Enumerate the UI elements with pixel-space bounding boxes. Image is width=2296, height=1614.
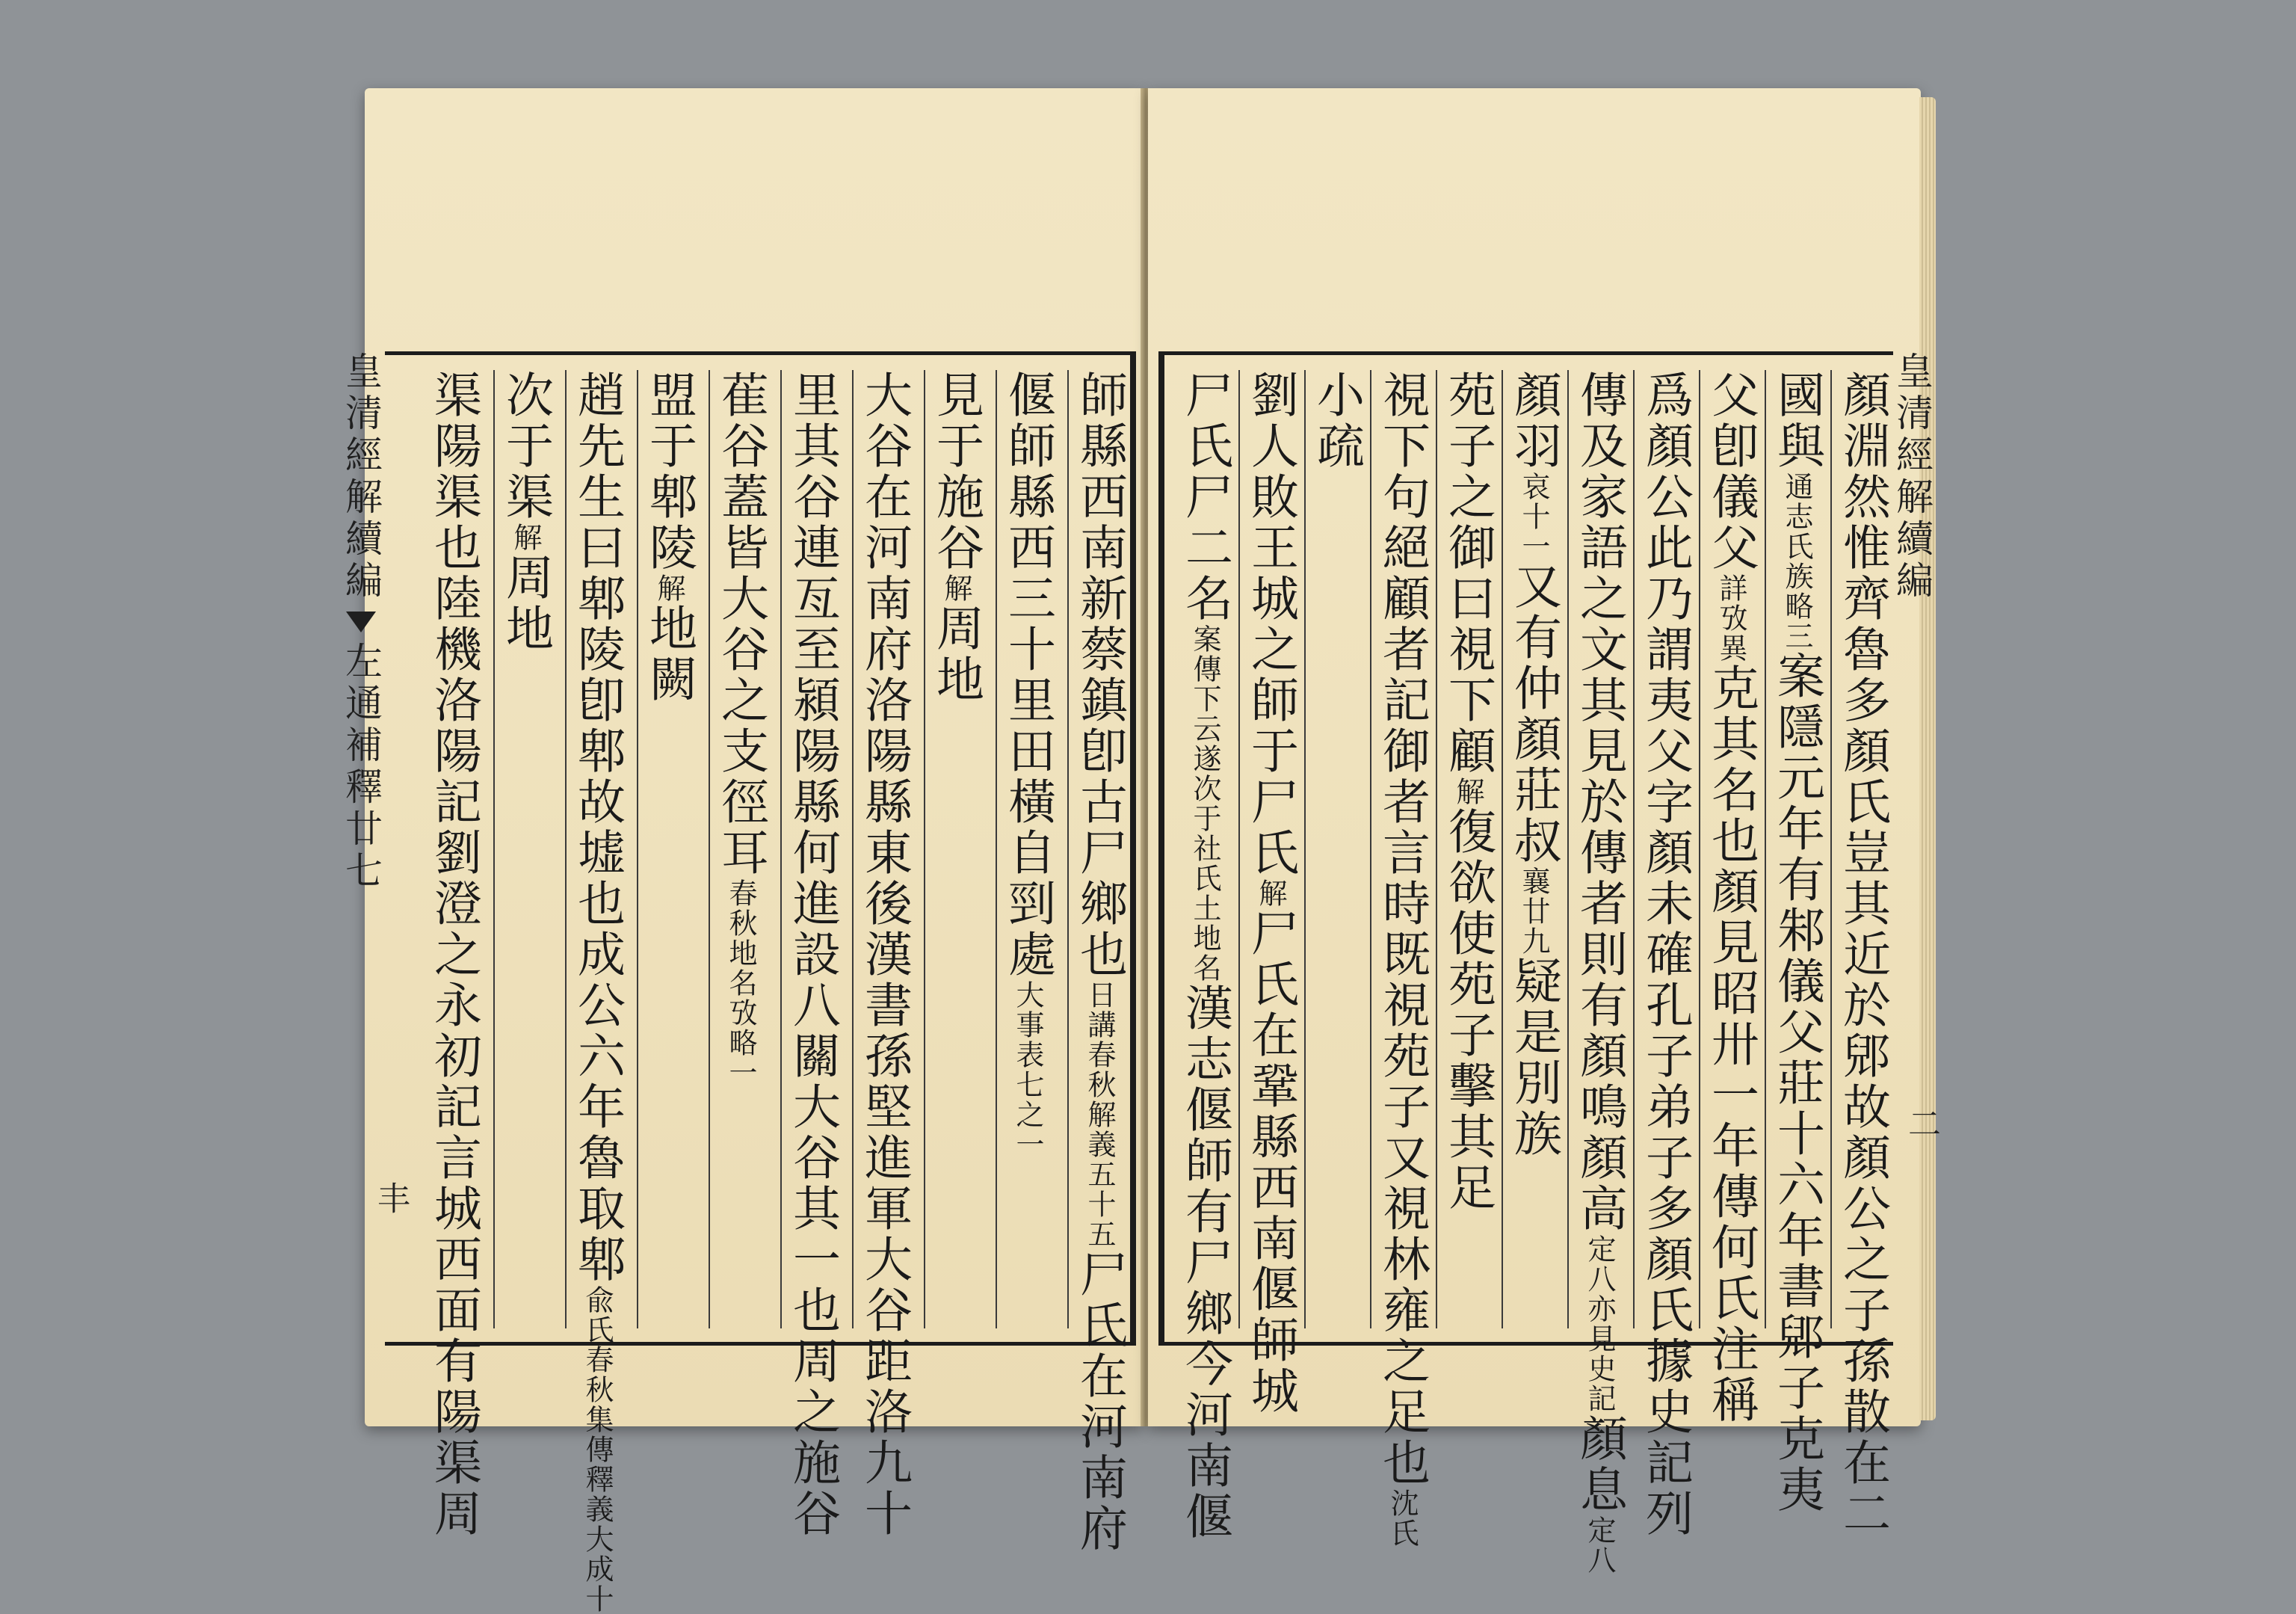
col-text: 周地 <box>498 552 553 654</box>
col-text: 渠陽渠也陸機洛陽記劉澄之永初記言城西面有陽渠周 <box>426 370 481 1539</box>
col-note: 哀十一 <box>1517 472 1550 561</box>
col-text: 見于施谷 <box>928 370 984 573</box>
right-col-9 <box>1304 370 1367 1328</box>
left-col-5 <box>780 370 843 1539</box>
right-margin-title: 皇清經解續編 <box>1890 351 1934 603</box>
col-note: 大事表七之一 <box>1011 980 1044 1159</box>
right-col-10 <box>1238 370 1301 1417</box>
left-col-7 <box>637 370 700 1328</box>
left-col-9 <box>493 370 556 1328</box>
right-col-8 <box>1370 370 1433 1548</box>
col-note: 解 <box>1254 878 1287 908</box>
col-text: 周地 <box>928 603 984 705</box>
col-note: 解 <box>652 573 685 603</box>
left-col-6 <box>709 370 771 1328</box>
col-text: 尸氏在河南府 <box>1072 1249 1127 1554</box>
left-col-10 <box>423 370 484 1539</box>
col-text: 地闕 <box>641 603 697 705</box>
col-text: 復欲使苑子擊其足 <box>1440 807 1496 1213</box>
col-text: 傳及家語之文其見於傳者則有顏鳴顏高 <box>1572 370 1627 1234</box>
right-folio: 二 <box>1902 1106 1940 1139</box>
col-text: 偃師縣西三十里田橫自剄處 <box>1000 370 1055 980</box>
col-text: 趙先生曰郫陵卽郫故墟也成公六年魯取郫 <box>570 370 625 1285</box>
col-note: 解 <box>1451 777 1484 807</box>
col-note: 定八 <box>1583 1515 1616 1575</box>
col-note: 詳攷異 <box>1715 573 1747 663</box>
right-col-5 <box>1567 370 1630 1575</box>
right-col-1 <box>1830 370 1893 1539</box>
col-text: 里其谷連亙至潁陽縣何進設八關大谷其一也周之施谷 <box>785 370 840 1539</box>
col-note: 兪氏春秋集傳釋義大成十 <box>581 1285 614 1614</box>
right-col-4 <box>1633 370 1696 1539</box>
right-margin-column <box>1891 351 1933 1338</box>
col-note: 解 <box>939 573 972 603</box>
col-text: 顏息 <box>1572 1414 1627 1515</box>
col-note: 案傳下云遂次于社氏土地名 <box>1188 624 1221 983</box>
col-text: 爲顏公此乃謂夷父字顏未確孔子弟子多顏氏據史記列 <box>1638 370 1693 1539</box>
col-text: 萑谷蓋皆大谷之支徑耳 <box>713 370 768 878</box>
right-col-6 <box>1502 370 1564 1328</box>
col-text: 克其名也顏見昭卅一年傳何氏注稱 <box>1703 663 1759 1426</box>
col-note: 沈氏 <box>1386 1488 1419 1548</box>
col-text: 尸氏尸二名 <box>1177 370 1232 624</box>
col-note: 襄廿九 <box>1517 866 1550 956</box>
fish-tail-icon <box>346 612 376 632</box>
col-text: 顏羽 <box>1506 370 1561 472</box>
left-col-1 <box>1067 370 1130 1554</box>
col-note: 日講春秋解義五十五 <box>1083 980 1116 1249</box>
col-text: 又有仲顏莊叔 <box>1506 561 1561 866</box>
right-text-frame <box>1158 351 1893 1575</box>
left-col-8 <box>565 370 628 1614</box>
col-text: 劉人敗王城之師于尸氏 <box>1243 370 1298 878</box>
col-text: 顏淵然惟齊魯多顏氏豈其近於郳故顏公之子孫散在二 <box>1835 370 1890 1539</box>
left-margin-section: 左通補釋廿七 <box>339 641 383 893</box>
col-text: 大谷在河南府洛陽縣東後漢書孫堅進軍大谷距洛九十 <box>857 370 912 1539</box>
left-col-2 <box>996 370 1058 1328</box>
col-text: 國與 <box>1769 370 1824 472</box>
col-note: 通志氏族略三 <box>1780 472 1813 651</box>
col-text: 疑是別族 <box>1506 956 1561 1159</box>
right-col-11 <box>1174 370 1235 1542</box>
left-margin-title: 皇清經解續編 <box>339 351 383 603</box>
col-text: 苑子之御曰視下顧 <box>1440 370 1496 777</box>
col-text: 視下句絕顧者記御者言時既視苑子又視林雍之足也 <box>1374 370 1430 1488</box>
right-col-2 <box>1765 370 1827 1515</box>
col-text: 盟于郫陵 <box>641 370 697 573</box>
left-col-3 <box>924 370 987 1328</box>
col-note: 春秋地名攷略一 <box>724 878 757 1088</box>
col-text: 漢志偃師有尸鄉今河南偃 <box>1177 983 1232 1542</box>
col-text: 尸氏在鞏縣西南偃師城 <box>1243 908 1298 1417</box>
col-text: 小疏 <box>1309 370 1364 472</box>
col-text: 師縣西南新蔡鎮卽古尸鄉也 <box>1072 370 1127 980</box>
left-text-frame <box>385 351 1136 1614</box>
col-text: 父卽儀父 <box>1703 370 1759 573</box>
col-text: 次于渠 <box>498 370 553 523</box>
col-note: 解 <box>509 523 542 552</box>
left-folio: 丰 <box>371 1181 410 1214</box>
left-col-4 <box>852 370 915 1539</box>
col-text: 案隱元年有邾儀父莊十六年書郳子克夷 <box>1769 651 1824 1515</box>
right-col-7 <box>1436 370 1499 1328</box>
col-note: 定八亦見史記 <box>1583 1234 1616 1414</box>
right-col-3 <box>1699 370 1762 1426</box>
